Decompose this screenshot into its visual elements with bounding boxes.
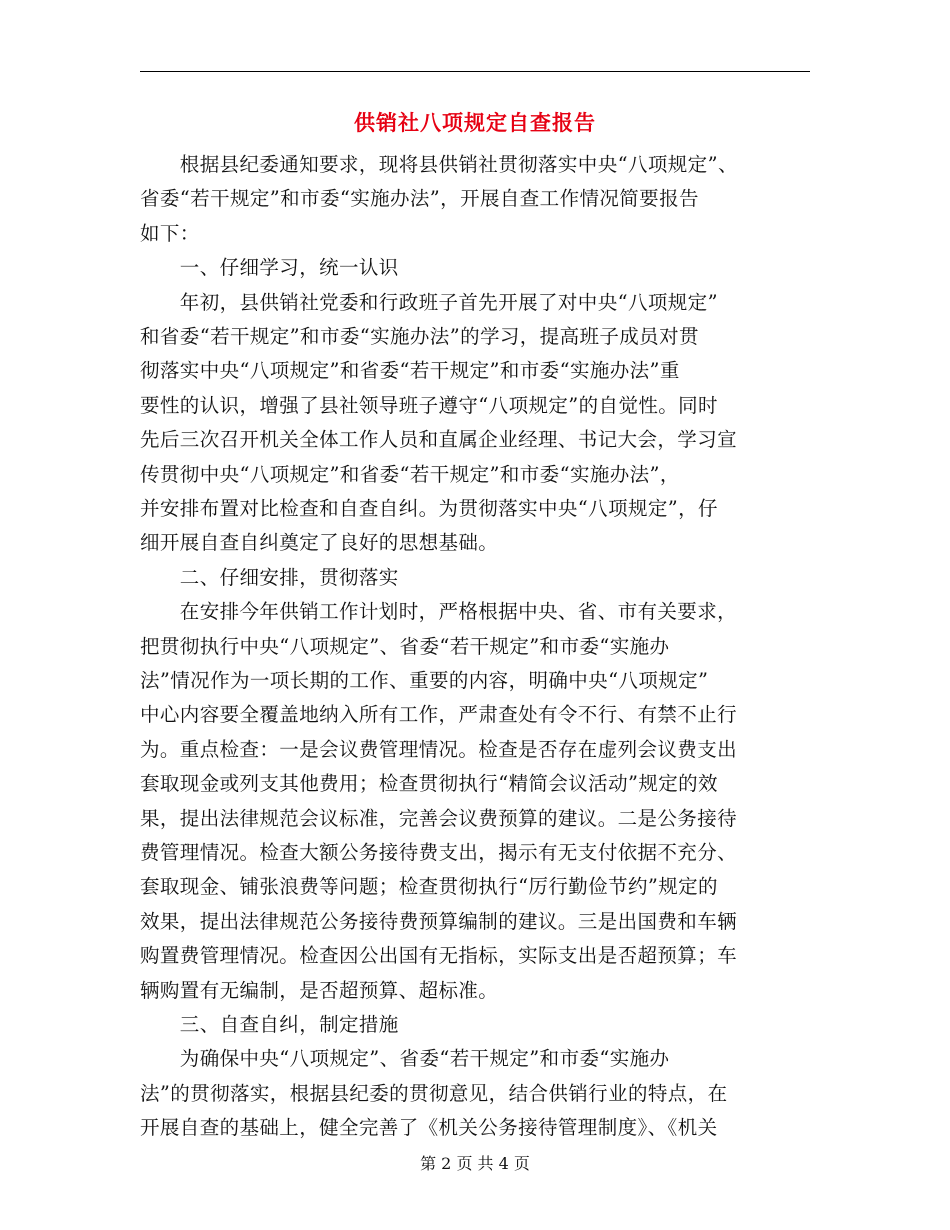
body-line: 根据县纪委通知要求，现将县供销社贯彻落实中央“八项规定”、 [140,153,738,176]
body-line: 法”情况作为一项长期的工作、重要的内容，明确中央“八项规定” [140,669,709,692]
body-line: 年初，县供销社党委和行政班子首先开展了对中央“八项规定” [140,290,718,314]
body-line: 和省委“若干规定”和市委“实施办法”的学习，提高班子成员对贯 [140,325,699,348]
body-line: 三、自查自纠，制定措施 [140,1013,399,1036]
body-line: 效果，提出法律规范公务接待费预算编制的建议。三是出国费和车辆 [140,909,738,933]
body-line: 购置费管理情况。检查因公出国有无指标，实际支出是否超预算；车 [140,944,738,968]
body-line: 细开展自查自纠奠定了良好的思想基础。 [140,531,499,555]
body-line: 要性的认识，增强了县社领导班子遵守“八项规定”的自觉性。同时 [140,393,718,417]
body-line: 省委“若干规定”和市委“实施办法”，开展自查工作情况简要报告 [140,187,699,211]
page-number: 第 2 页 共 4 页 [420,1154,530,1173]
body-line: 辆购置有无编制，是否超预算、超标准。 [140,978,499,1002]
body-line: 二、仔细安排，贯彻落实 [140,565,399,589]
document-title: 供销社八项规定自查报告 [354,111,596,135]
body-line: 传贯彻中央“八项规定”和省委“若干规定”和市委“实施办法”， [140,462,680,486]
header-rule [140,71,810,72]
body-line: 为。重点检查：一是会议费管理情况。检查是否存在虚列会议费支出 [140,737,738,761]
body-line: 果，提出法律规范会议标准，完善会议费预算的建议。二是公务接待 [140,806,738,830]
body-line: 并安排布置对比检查和自查自纠。为贯彻落实中央“八项规定”，仔 [140,497,718,520]
body-line: 彻落实中央“八项规定”和省委“若干规定”和市委“实施办法”重 [140,359,680,383]
body-line: 费管理情况。检查大额公务接待费支出，揭示有无支付依据不充分、 [140,841,738,864]
body-line: 一、仔细学习，统一认识 [140,256,399,280]
body-line: 中心内容要全覆盖地纳入所有工作，严肃查处有令不行、有禁不止行 [140,703,738,727]
body-line: 套取现金或列支其他费用；检查贯彻执行“精简会议活动”规定的效 [140,772,718,796]
body-line: 如下： [140,221,200,245]
body-line: 为确保中央“八项规定”、省委“若干规定”和市委“实施办 [140,1047,670,1071]
body-line: 在安排今年供销工作计划时，严格根据中央、省、市有关要求， [140,600,738,624]
body-line: 先后三次召开机关全体工作人员和直属企业经理、书记大会，学习宣 [140,428,738,452]
body-line: 把贯彻执行中央“八项规定”、省委“若干规定”和市委“实施办 [140,634,670,658]
body-line: 套取现金、铺张浪费等问题；检查贯彻执行“厉行勤俭节约”规定的 [140,875,718,899]
body-line: 法”的贯彻落实，根据县纪委的贯彻意见，结合供销行业的特点，在 [140,1081,728,1105]
body-line: 开展自查的基础上，健全完善了《机关公务接待管理制度》、《机关 [140,1116,718,1140]
